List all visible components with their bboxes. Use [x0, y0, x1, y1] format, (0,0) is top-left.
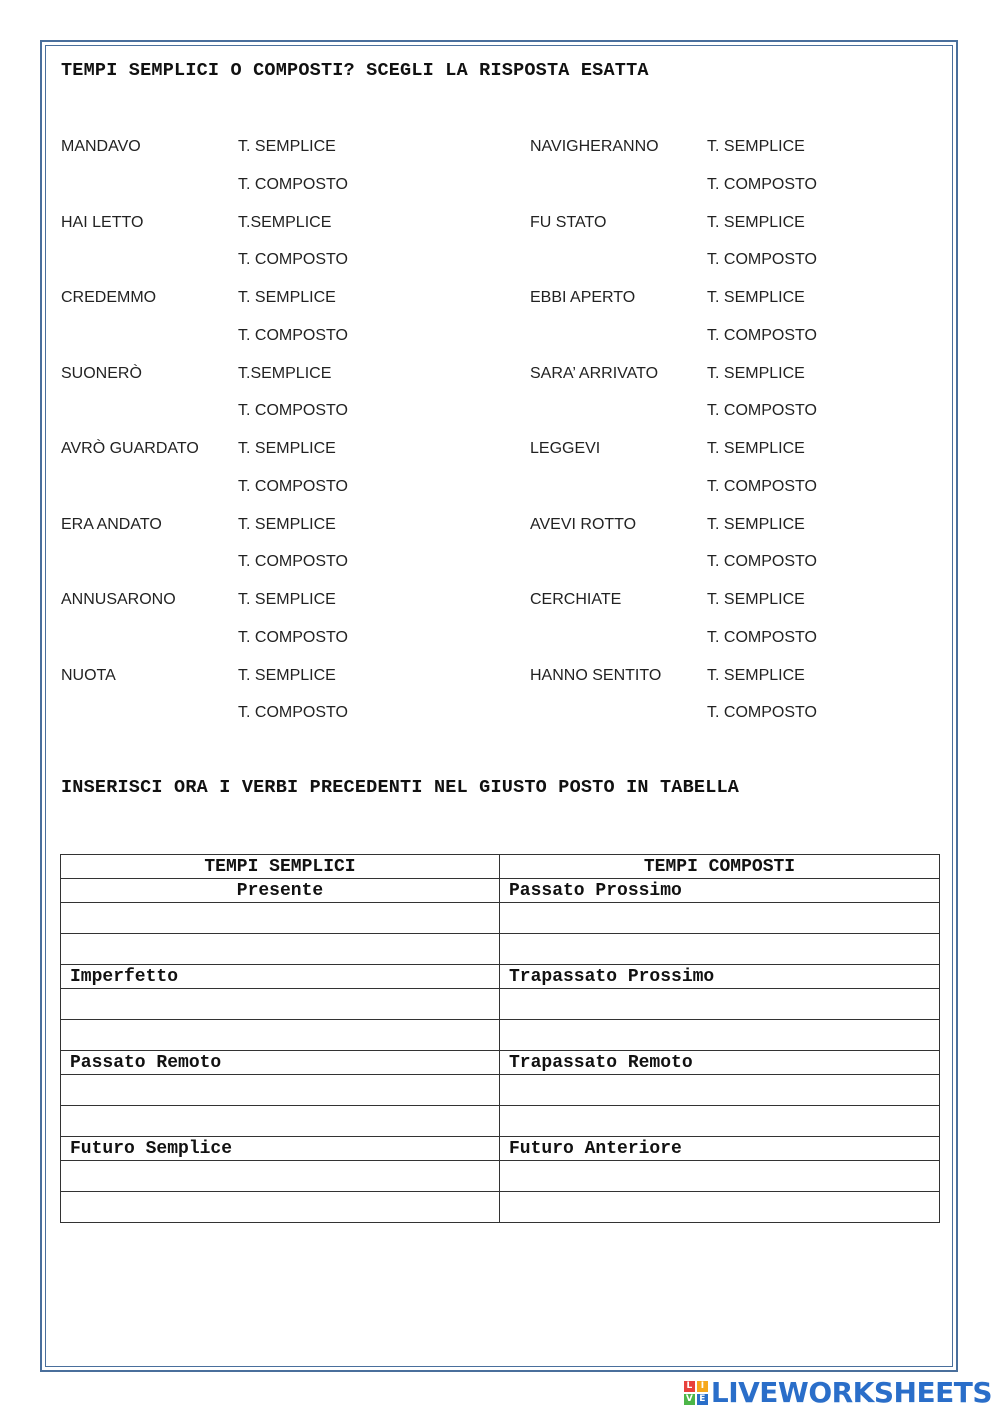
tense-label-presente: Presente [61, 879, 500, 903]
option-t-semplice[interactable]: T. SEMPLICE [707, 289, 805, 306]
option-t-semplice[interactable]: T. SEMPLICE [707, 666, 805, 684]
table-header-row [61, 855, 940, 879]
option-t-semplice[interactable]: T. SEMPLICE [238, 591, 336, 608]
table-instruction: INSERISCI ORA I VERBI PRECEDENTI NEL GIUSTO POSTO IN TABELLA [61, 777, 740, 798]
option-t-composto[interactable]: T. COMPOSTO [238, 402, 348, 419]
answer-cell[interactable] [500, 989, 940, 1020]
option-t-semplice[interactable]: T. SEMPLICE [238, 515, 336, 533]
table-row [61, 989, 940, 1020]
answer-cell[interactable] [61, 1161, 500, 1192]
option-t-semplice[interactable]: T. SEMPLICE [707, 364, 805, 382]
verb-label: NUOTA [61, 666, 116, 684]
liveworksheets-logo[interactable] [684, 1376, 992, 1410]
table-row [61, 1051, 940, 1075]
answer-cell[interactable] [61, 1020, 500, 1051]
verb-label: CREDEMMO [61, 289, 157, 306]
option-t-composto[interactable]: T. COMPOSTO [707, 477, 817, 495]
logo-block: I [697, 1381, 708, 1392]
answer-cell[interactable] [61, 934, 500, 965]
option-t-composto[interactable]: T. COMPOSTO [707, 628, 817, 646]
tenses-table [60, 854, 940, 1223]
answer-cell[interactable] [61, 903, 500, 934]
tense-label-trapassato-remoto: Trapassato Remoto [500, 1051, 940, 1075]
option-t-composto[interactable]: T. COMPOSTO [707, 553, 817, 570]
option-t-composto[interactable]: T. COMPOSTO [238, 628, 348, 646]
verb-label: FU STATO [530, 213, 607, 231]
answer-cell[interactable] [500, 1075, 940, 1106]
option-t-semplice[interactable]: T. SEMPLICE [238, 289, 336, 306]
answer-cell[interactable] [61, 989, 500, 1020]
answer-cell[interactable] [61, 1192, 500, 1223]
option-t-composto[interactable]: T. COMPOSTO [707, 704, 817, 721]
logo-block: L [684, 1381, 695, 1392]
option-t-composto[interactable]: T. COMPOSTO [238, 704, 348, 721]
verb-label: HANNO SENTITO [530, 666, 662, 684]
option-t-composto[interactable]: T. COMPOSTO [707, 402, 817, 419]
option-t-semplice[interactable]: T. SEMPLICE [707, 591, 805, 608]
verb-label: CERCHIATE [530, 591, 622, 608]
tense-label-futuro-semplice: Futuro Semplice [61, 1137, 500, 1161]
option-t-semplice[interactable]: T.SEMPLICE [238, 213, 332, 231]
option-t-semplice[interactable]: T. SEMPLICE [707, 515, 805, 533]
answer-cell[interactable] [61, 1075, 500, 1106]
table-row [61, 903, 940, 934]
tense-label-imperfetto: Imperfetto [61, 965, 500, 989]
verb-label: AVEVI ROTTO [530, 515, 637, 533]
verb-label: ERA ANDATO [61, 515, 162, 533]
answer-cell[interactable] [61, 1106, 500, 1137]
liveworksheets-logo-text: LIVEWORKSHEETS [710, 1376, 992, 1409]
table-row [61, 1106, 940, 1137]
verb-label: AVRÒ GUARDATO [61, 440, 199, 457]
verb-label: ANNUSARONO [61, 591, 176, 608]
header-tempi-composti: TEMPI COMPOSTI [500, 855, 940, 879]
answer-cell[interactable] [500, 903, 940, 934]
option-t-semplice[interactable]: T. SEMPLICE [238, 440, 336, 457]
option-t-composto[interactable]: T. COMPOSTO [238, 326, 348, 344]
answer-cell[interactable] [500, 1192, 940, 1223]
liveworksheets-logo-icon [684, 1381, 708, 1405]
option-t-semplice[interactable]: T. SEMPLICE [707, 138, 805, 155]
option-t-composto[interactable]: T. COMPOSTO [238, 251, 348, 268]
verb-label: NAVIGHERANNO [530, 138, 659, 155]
answer-cell[interactable] [500, 1106, 940, 1137]
table-row [61, 879, 940, 903]
table-row [61, 1192, 940, 1223]
worksheet-title: TEMPI SEMPLICI O COMPOSTI? SCEGLI LA RISPOSTA ESATTA [61, 60, 649, 81]
tense-label-passato-remoto: Passato Remoto [61, 1051, 500, 1075]
table-row [61, 1161, 940, 1192]
option-t-semplice[interactable]: T. SEMPLICE [707, 440, 805, 457]
header-tempi-semplici: TEMPI SEMPLICI [61, 855, 500, 879]
table-row [61, 1075, 940, 1106]
verb-label: LEGGEVI [530, 440, 601, 457]
verb-label: EBBI APERTO [530, 289, 636, 306]
option-t-semplice[interactable]: T. SEMPLICE [707, 213, 805, 231]
answer-cell[interactable] [500, 1020, 940, 1051]
answer-cell[interactable] [500, 1161, 940, 1192]
logo-block: V [684, 1394, 695, 1405]
verb-label: MANDAVO [61, 138, 141, 155]
verb-label: HAI LETTO [61, 213, 144, 231]
option-t-semplice[interactable]: T.SEMPLICE [238, 364, 332, 382]
verb-label: SARA’ ARRIVATO [530, 364, 659, 382]
option-t-semplice[interactable]: T. SEMPLICE [238, 666, 336, 684]
table-row [61, 934, 940, 965]
tense-label-trapassato-prossimo: Trapassato Prossimo [500, 965, 940, 989]
table-row [61, 1020, 940, 1051]
table-row [61, 965, 940, 989]
option-t-composto[interactable]: T. COMPOSTO [707, 251, 817, 268]
tense-label-passato-prossimo: Passato Prossimo [500, 879, 940, 903]
tense-label-futuro-anteriore: Futuro Anteriore [500, 1137, 940, 1161]
option-t-composto[interactable]: T. COMPOSTO [707, 175, 817, 193]
answer-cell[interactable] [500, 934, 940, 965]
option-t-composto[interactable]: T. COMPOSTO [707, 326, 817, 344]
option-t-composto[interactable]: T. COMPOSTO [238, 553, 348, 570]
table-row [61, 1137, 940, 1161]
option-t-composto[interactable]: T. COMPOSTO [238, 477, 348, 495]
option-t-semplice[interactable]: T. SEMPLICE [238, 138, 336, 155]
verb-label: SUONERÒ [61, 364, 142, 382]
logo-block: E [697, 1394, 708, 1405]
option-t-composto[interactable]: T. COMPOSTO [238, 175, 348, 193]
